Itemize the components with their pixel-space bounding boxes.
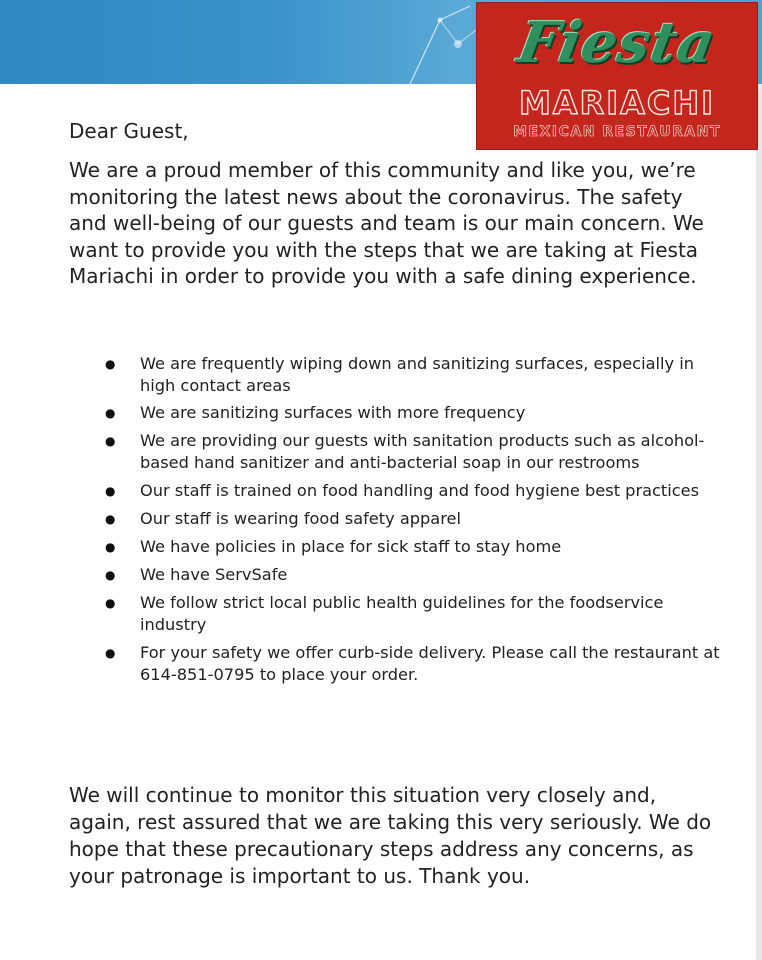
bullet-icon: ● [105,540,116,554]
restaurant-logo [476,2,758,150]
list-item [0,536,762,558]
letter-intro-paragraph: We are a proud member of this community and like you, we’re monitoring the latest news about the coronavirus. The safety and well-being of our guests and team is our main concern. We want to provide you with the steps that we are taking at Fiesta Mariachi in order to provide you with a safe dining experience. [69,158,704,289]
bullet-icon: ● [105,484,116,498]
list-item [0,430,762,474]
list-item-text: We are frequently wiping down and sanitizing surfaces, especially in high contact areas [140,354,694,395]
list-item [0,642,762,686]
letter-greeting: Dear Guest, [69,119,189,143]
list-item-text: We have policies in place for sick staff to stay home [140,537,562,556]
list-item-text: Our staff is trained on food handling and food hygiene best practices [140,481,700,500]
safety-measures-list [0,353,762,686]
bullet-icon: ● [105,568,116,582]
bullet-icon: ● [105,434,116,448]
list-item-text: We follow strict local public health guidelines for the foodservice industry [140,593,664,634]
list-item [0,402,762,424]
list-item-text: We have ServSafe [140,565,288,584]
bullet-icon: ● [105,357,116,371]
list-item-text: We are sanitizing surfaces with more frequency [140,403,526,422]
list-item [0,480,762,502]
list-item-text: For your safety we offer curb-side delivery. Please call the restaurant at 614-851-0795 to place your order. [140,643,720,684]
list-item-text: Our staff is wearing food safety apparel [140,509,461,528]
list-item-text: We are providing our guests with sanitation products such as alcohol-based hand sanitizer and anti-bacterial soap in our restrooms [140,431,705,472]
logo-script-text: Fiesta [513,10,721,76]
list-item [0,564,762,586]
list-item [0,592,762,636]
logo-main-text: MARIACHI [518,84,716,122]
bullet-icon: ● [105,646,116,660]
logo-sub-text: MEXICAN RESTAURANT [513,124,721,140]
bullet-icon: ● [105,512,116,526]
bullet-icon: ● [105,596,116,610]
list-item [0,508,762,530]
bullet-icon: ● [105,406,116,420]
letter-closing-paragraph: We will continue to monitor this situation very closely and, again, rest assured that we are taking this very seriously. We do hope that these precautionary steps address any concerns, as your patronage is important to us. Thank you. [69,783,712,888]
list-item [0,353,762,397]
